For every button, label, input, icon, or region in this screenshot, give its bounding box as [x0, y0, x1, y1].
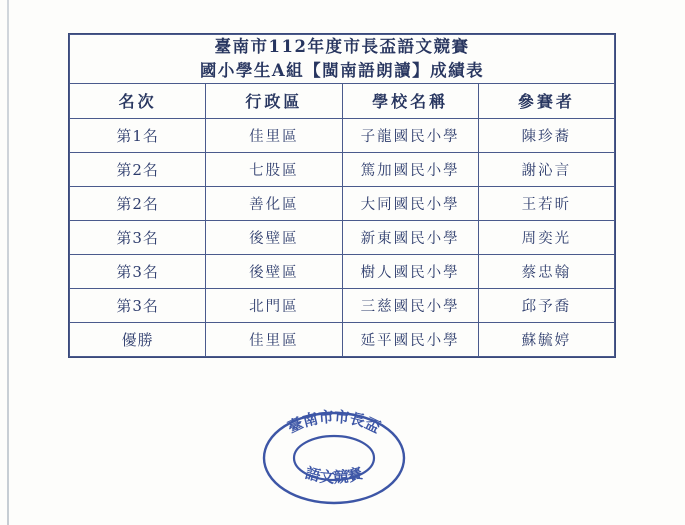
- seal-top-text: 臺南市市長盃: [284, 408, 384, 437]
- document-title-line-1: 臺南市112年度市長盃語文競賽: [214, 37, 470, 56]
- column-header-person: 參賽者: [478, 83, 614, 118]
- table-row: [70, 254, 615, 288]
- cell-school: 新東國民小學: [342, 220, 478, 254]
- table-row: [70, 118, 615, 152]
- cell-person: 蔡忠翰: [478, 254, 614, 288]
- cell-district: 佳里區: [206, 322, 342, 356]
- cell-school: 延平國民小學: [342, 322, 478, 356]
- seal-bottom-text: 語文競賽: [303, 463, 365, 487]
- cell-district: 七股區: [206, 152, 342, 186]
- cell-person: 周奕光: [478, 220, 614, 254]
- column-header-school: 學校名稱: [342, 83, 478, 118]
- cell-rank: 第3名: [70, 220, 206, 254]
- document-title-line-2: 國小學生A組【閩南語朗讀】成績表: [199, 60, 485, 80]
- cell-district: 善化區: [206, 186, 342, 220]
- cell-school: 樹人國民小學: [342, 254, 478, 288]
- cell-district: 北門區: [206, 288, 342, 322]
- table-title-row: [70, 35, 615, 84]
- cell-district: 後壁區: [206, 254, 342, 288]
- cell-school: 篤加國民小學: [342, 152, 478, 186]
- table-row: [70, 220, 615, 254]
- official-seal-stamp: [258, 408, 410, 508]
- cell-rank: 第2名: [70, 152, 206, 186]
- cell-person: 邱予喬: [478, 288, 614, 322]
- cell-school: 大同國民小學: [342, 186, 478, 220]
- results-sheet: [68, 33, 616, 358]
- cell-person: 王若昕: [478, 186, 614, 220]
- cell-school: 子龍國民小學: [342, 118, 478, 152]
- cell-rank: 第2名: [70, 186, 206, 220]
- column-header-rank: 名次: [70, 83, 206, 118]
- cell-rank: 第1名: [70, 118, 206, 152]
- results-table: [69, 34, 615, 357]
- table-header-row: [70, 83, 615, 118]
- cell-person: 謝沁言: [478, 152, 614, 186]
- cell-person: 蘇毓婷: [478, 322, 614, 356]
- cell-rank: 第3名: [70, 288, 206, 322]
- cell-school: 三慈國民小學: [342, 288, 478, 322]
- table-row: [70, 152, 615, 186]
- cell-rank: 優勝: [70, 322, 206, 356]
- page-left-margin-line: [7, 0, 9, 525]
- table-row: [70, 322, 615, 356]
- cell-person: 陳珍蕎: [478, 118, 614, 152]
- cell-rank: 第3名: [70, 254, 206, 288]
- cell-district: 佳里區: [206, 118, 342, 152]
- column-header-district: 行政區: [206, 83, 342, 118]
- cell-district: 後壁區: [206, 220, 342, 254]
- table-row: [70, 288, 615, 322]
- title-cell: [70, 35, 615, 84]
- seal-icon: [258, 408, 410, 508]
- table-row: [70, 186, 615, 220]
